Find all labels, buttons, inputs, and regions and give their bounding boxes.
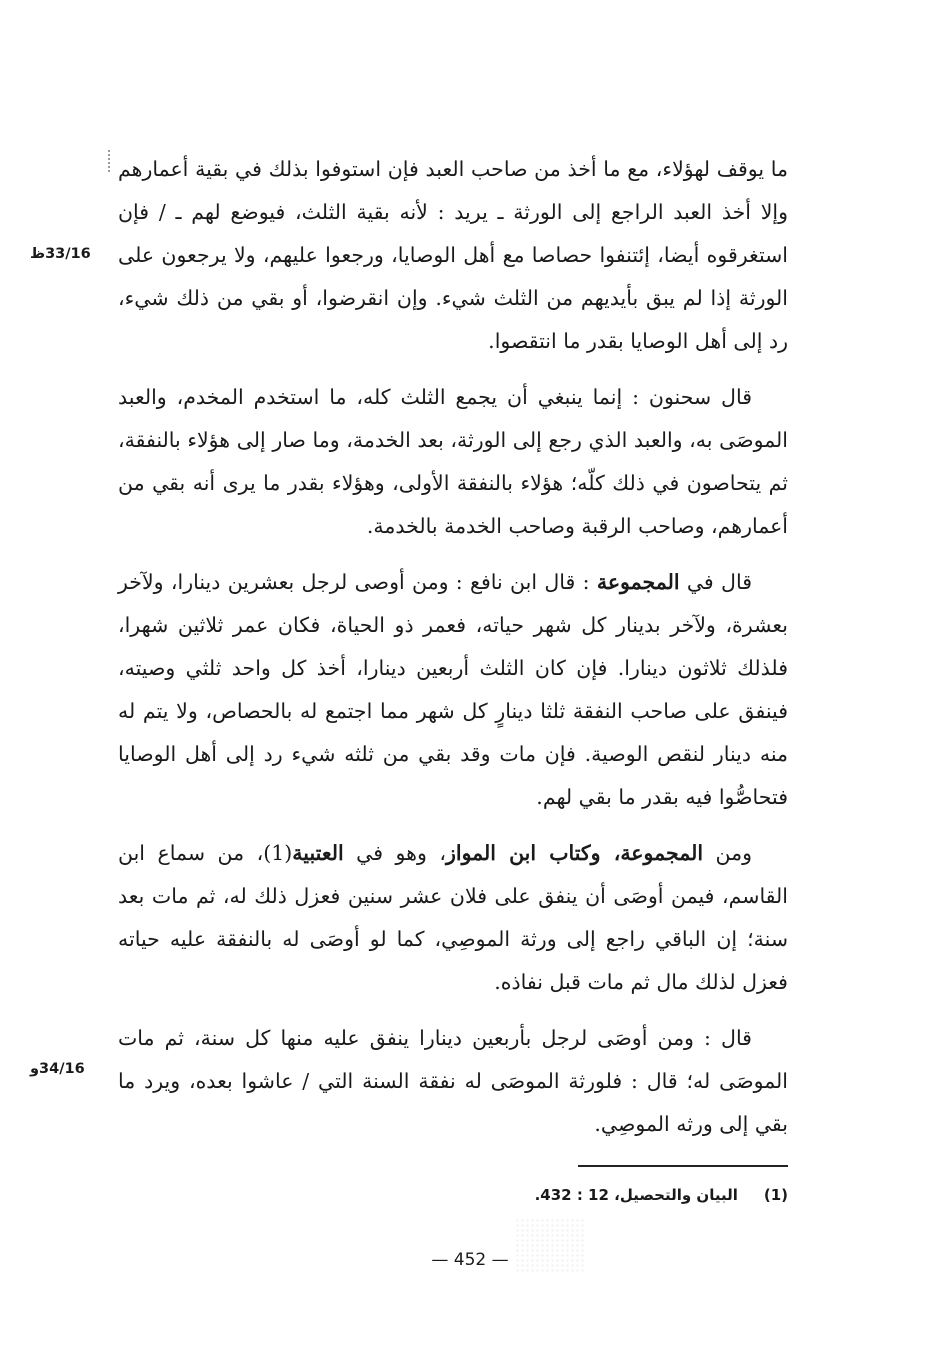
footnote-text: البيان والتحصيل، 12 : 432. bbox=[534, 1186, 738, 1204]
text-run: ومن bbox=[703, 841, 753, 865]
paragraph bbox=[118, 1017, 788, 1146]
text-run: قال في bbox=[679, 570, 752, 594]
text-run: قال سحنون : إنما ينبغي أن يجمع الثلث كله، ما استخدم المخدم، والعبد الموصَى به، والعبد الذي رجع إلى الورثة، بعد الخدمة، وما صار إلى هؤلاء بالنفقة، ثم يتحاصون في ذلك كلّه؛ هؤلاء بالنفقة الأولى، وهؤلاء بقدر ما يرى أنه بقي من أعمارهم، وصاحب الرقبة وصاحب الخدمة بالخدمة. bbox=[118, 385, 788, 538]
paragraph bbox=[118, 561, 788, 819]
main-text bbox=[118, 148, 788, 1159]
paragraph bbox=[118, 376, 788, 548]
bold-source-title: المجموعة، وكتاب ابن المواز bbox=[445, 841, 704, 865]
paragraph bbox=[118, 148, 788, 363]
bold-source-title: العتبية bbox=[292, 841, 344, 865]
text-run: (1)، من سماع ابن القاسم، فيمن أوصَى أن ينفق على فلان عشر سنين فعزل ذلك له، ثم مات بعد سنة؛ إن الباقي راجع إلى ورثة الموصِي، كما لو أوصَى له بالنفقة عليه حياته فعزل لذلك مال ثم مات قبل نفاذه. bbox=[118, 841, 788, 994]
bold-source-title: المجموعة bbox=[596, 570, 680, 594]
margin-folio-ref: 34/16و bbox=[30, 1061, 85, 1077]
footnote bbox=[440, 1183, 788, 1207]
margin-folio-ref: 33/16ظ bbox=[30, 246, 91, 262]
text-run: ، وهو في bbox=[343, 841, 446, 865]
text-run: ما يوقف لهؤلاء، مع ما أخذ من صاحب العبد فإن استوفوا بذلك في بقية أعمارهم وإلا أخذ العبد الراجع إلى الورثة ـ يريد : لأنه بقية الثلث، فيوضع لهم ـ / فإن استغرقوه أيضا، إئتنفوا حصاصا مع أهل الوصايا، ورجعوا عليهم، ولا يرجعون على الورثة إذا لم يبق بأيديهم من الثلث شيء. وإن انقرضوا، أو بقي من ذلك شيء، رد إلى أهل الوصايا بقدر ما انتقصوا. bbox=[118, 157, 788, 353]
text-run: : قال ابن نافع : ومن أوصى لرجل بعشرين دينارا، ولآخر بعشرة، ولآخر بدينار كل شهر حياته، فعمر ذو الحياة، فكان عمر ثلاثين شهرا، فلذلك ثلاثون دينارا. فإن كان الثلث أربعين دينارا، أخذ كل واحد ثلثي وصيته، فينفق على صاحب النفقة ثلثا دينارٍ كل شهر مما اجتمع له بالحصاص، ولا يتم له منه دينار لنقص الوصية. فإن مات وقد بقي من ثلثه شيء رد إلى أهل الوصايا فتحاصُّوا فيه بقدر ما بقي لهم. bbox=[118, 570, 788, 809]
paragraph bbox=[118, 832, 788, 1004]
text-run: قال : ومن أوصَى لرجل بأربعين دينارا ينفق عليه منها كل سنة، ثم مات الموصَى له؛ قال : فلورثة الموصَى له نفقة السنة التي / عاشوا بعده، ويرد ما بقي إلى ورثه الموصِي. bbox=[118, 1026, 788, 1136]
footnote-divider bbox=[578, 1165, 788, 1167]
page-number: — 452 — bbox=[431, 1250, 509, 1270]
margin-mark bbox=[108, 150, 112, 172]
footnote-number: (1) bbox=[763, 1186, 788, 1204]
